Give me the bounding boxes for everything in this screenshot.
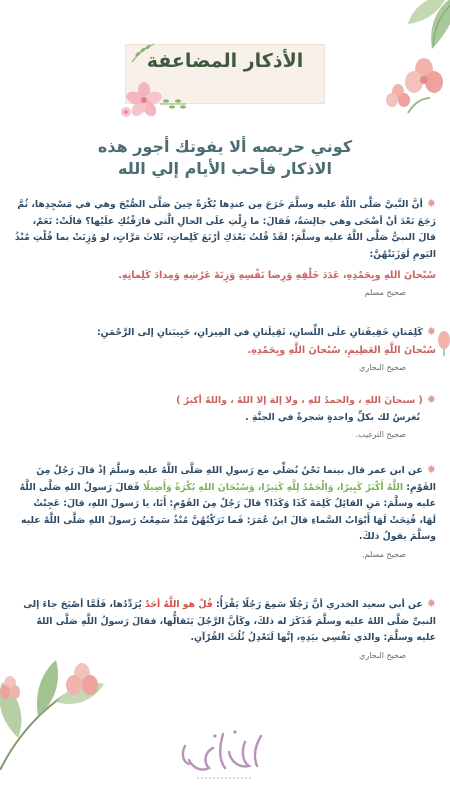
headline-line2: الاذكار فأحب الأيام إلي الله xyxy=(118,159,332,178)
hadith-text-part1: عن أبي سعيد الخدري أنَّ رَجُلًا سَمِعَ رَجُلًا يَقْرَأُ: xyxy=(215,599,423,610)
hadith-block-1 xyxy=(14,196,436,297)
hadith-block-4 xyxy=(14,462,436,559)
flower-bullet-icon: ✸ xyxy=(426,325,436,338)
hadith-text-part3: فَقالَ رَسولُ اللهِ صَلَّى اللَّهُ عليه وسلَّمَ: مَنِ القائِلُ كَلِمَةَ كَذَا وَكَذَا؟ قالَ رَجُلٌ مِنَ القَوْمِ: أَنَا، يا رَسولَ اللهِ، قالَ: عَجِبْتُ لَهَا، فُتِحَتْ لَهَا أَبْوَابُ السَّماءِ قالَ ابنُ عُمَرَ: فَما تَرَكْتُهُنَّ مُنْذُ سَمِعْتُ رَسولَ اللهِ صَلَّى اللَّهُ عليه وسلَّمَ يقولُ ذلكَ. xyxy=(19,481,436,542)
hadith-text-highlight: اللَّهُ أَكْبَرُ كَبِيرًا، وَالْحَمْدُ لِلَّهِ كَثِيرًا، وَسُبْحَانَ اللهِ بُكْرَةً وَأَصِيلًا xyxy=(142,481,404,493)
hadith-block-2 xyxy=(14,324,436,372)
flower-bullet-icon: ✸ xyxy=(426,463,436,476)
headline-line1: كوني حريصه ألا يفوتك أجور هذه xyxy=(97,137,353,156)
flower-bullet-icon: ✸ xyxy=(426,197,436,210)
hadith-reference: صحيح البخاري xyxy=(359,362,406,372)
hadith-text-part3: يُرَدِّدُها، فَلَمَّا أصْبَحَ جاءَ إلى النبيِّ صَلَّى اللهُ عليه وسلَّمَ فَذَكَرَ له ذلكَ، وكَأنَّ الرَّجُلَ يَتَقالُّها، فقالَ رَسولُ اللَّهِ صَلَّى اللهُ عليه وسلَّمَ: والذي نَفْسِي بيَدِهِ، إنَّها لَتَعْدِلُ ثُلُثَ القُرْآنِ. xyxy=(23,599,436,643)
sprig-icon xyxy=(160,96,186,112)
signature-logo xyxy=(175,722,275,786)
pink-flowers-icon xyxy=(378,58,448,118)
hadith-reference: صحيح مسلم. xyxy=(361,549,406,559)
hadith-reference: صحيح مسلم xyxy=(364,288,406,297)
leaf-branch-icon xyxy=(388,0,450,64)
zikr-text: سُبْحانَ اللَّهِ العَظِيمِ، سُبْحانَ اللَّهِ وبِحَمْدِهِ. xyxy=(247,344,436,356)
hadith-reference: صحيح البخاري xyxy=(359,650,406,660)
flower-bullet-icon: ✸ xyxy=(426,393,436,406)
flower-bullet-icon: ✸ xyxy=(426,597,436,610)
hadith-text: كَلِمَتانِ خَفِيفَتانِ علَى اللِّسانِ، ثَقِيلَتانِ في المِيزانِ، حَبِيبَتانِ إلى الرَّحْمَنِ: xyxy=(96,327,423,338)
zikr-text: تُغرسُ لك بكلِّ واحدةٍ شجرةٌ في الجنَّةِ . xyxy=(245,411,420,423)
page-title: الأذكار المضاعفة xyxy=(146,50,304,72)
hadith-text-highlight: قُلْ هو اللَّهُ أحَدٌ xyxy=(144,599,213,610)
zikr-text: سُبْحانَ اللهِ وبِحَمْدِهِ، عَدَدَ خَلْقِهِ وَرِضا نَفْسِهِ وَزِنَةَ عَرْشِهِ وَمِدادَ كَلِماتِهِ. xyxy=(118,270,436,281)
hadith-reference: صحيح الترغيب. xyxy=(355,430,406,439)
hadith-text: أنَّ النَّبيَّ صَلَّى اللَّهُ عليه وسلَّمَ خَرَجَ مِن عندِها بُكْرَةً حِينَ صَلَّى الصُّبْحَ وهي في مَسْجِدِها، ثُمَّ رَجَعَ بَعْدَ أنْ أضْحَى وهي جالِسَةٌ، فَقالَ: ما زِلْتِ علَى الحالِ الَّتي فارَقْتُكِ علَيْها؟ قالَتْ: نَعَمْ، قالَ النبيُّ صَلَّى اللَّهُ عليه وسلَّمَ: لقَدْ قُلتُ بَعْدَكِ أرْبَعَ كَلِماتٍ، ثَلاثَ مَرَّاتٍ، لو وُزِنَتْ بما قُلْتِ مُنْذُ اليَومِ لَوَزَنَتْهُنَّ: xyxy=(14,199,436,260)
hadith-text-part1: عن ابن عمر قال بينما نَحْنُ نُصَلِّي مع رَسولِ اللهِ صَلَّى اللَّهُ عليه وسلَّمَ إذْ قالَ رَجُلٌ مِنَ القَوْمِ: xyxy=(36,465,436,493)
headline xyxy=(40,136,410,180)
hadith-block-3 xyxy=(14,392,436,439)
hadith-text: ( سبحانَ اللهِ ، والحمدُ للهِ ، ولا إلهَ إلا اللهُ ، واللهُ أكبرُ ) xyxy=(176,395,423,406)
leaf-branch-icon xyxy=(0,620,110,770)
flower-bud-icon xyxy=(432,330,450,356)
